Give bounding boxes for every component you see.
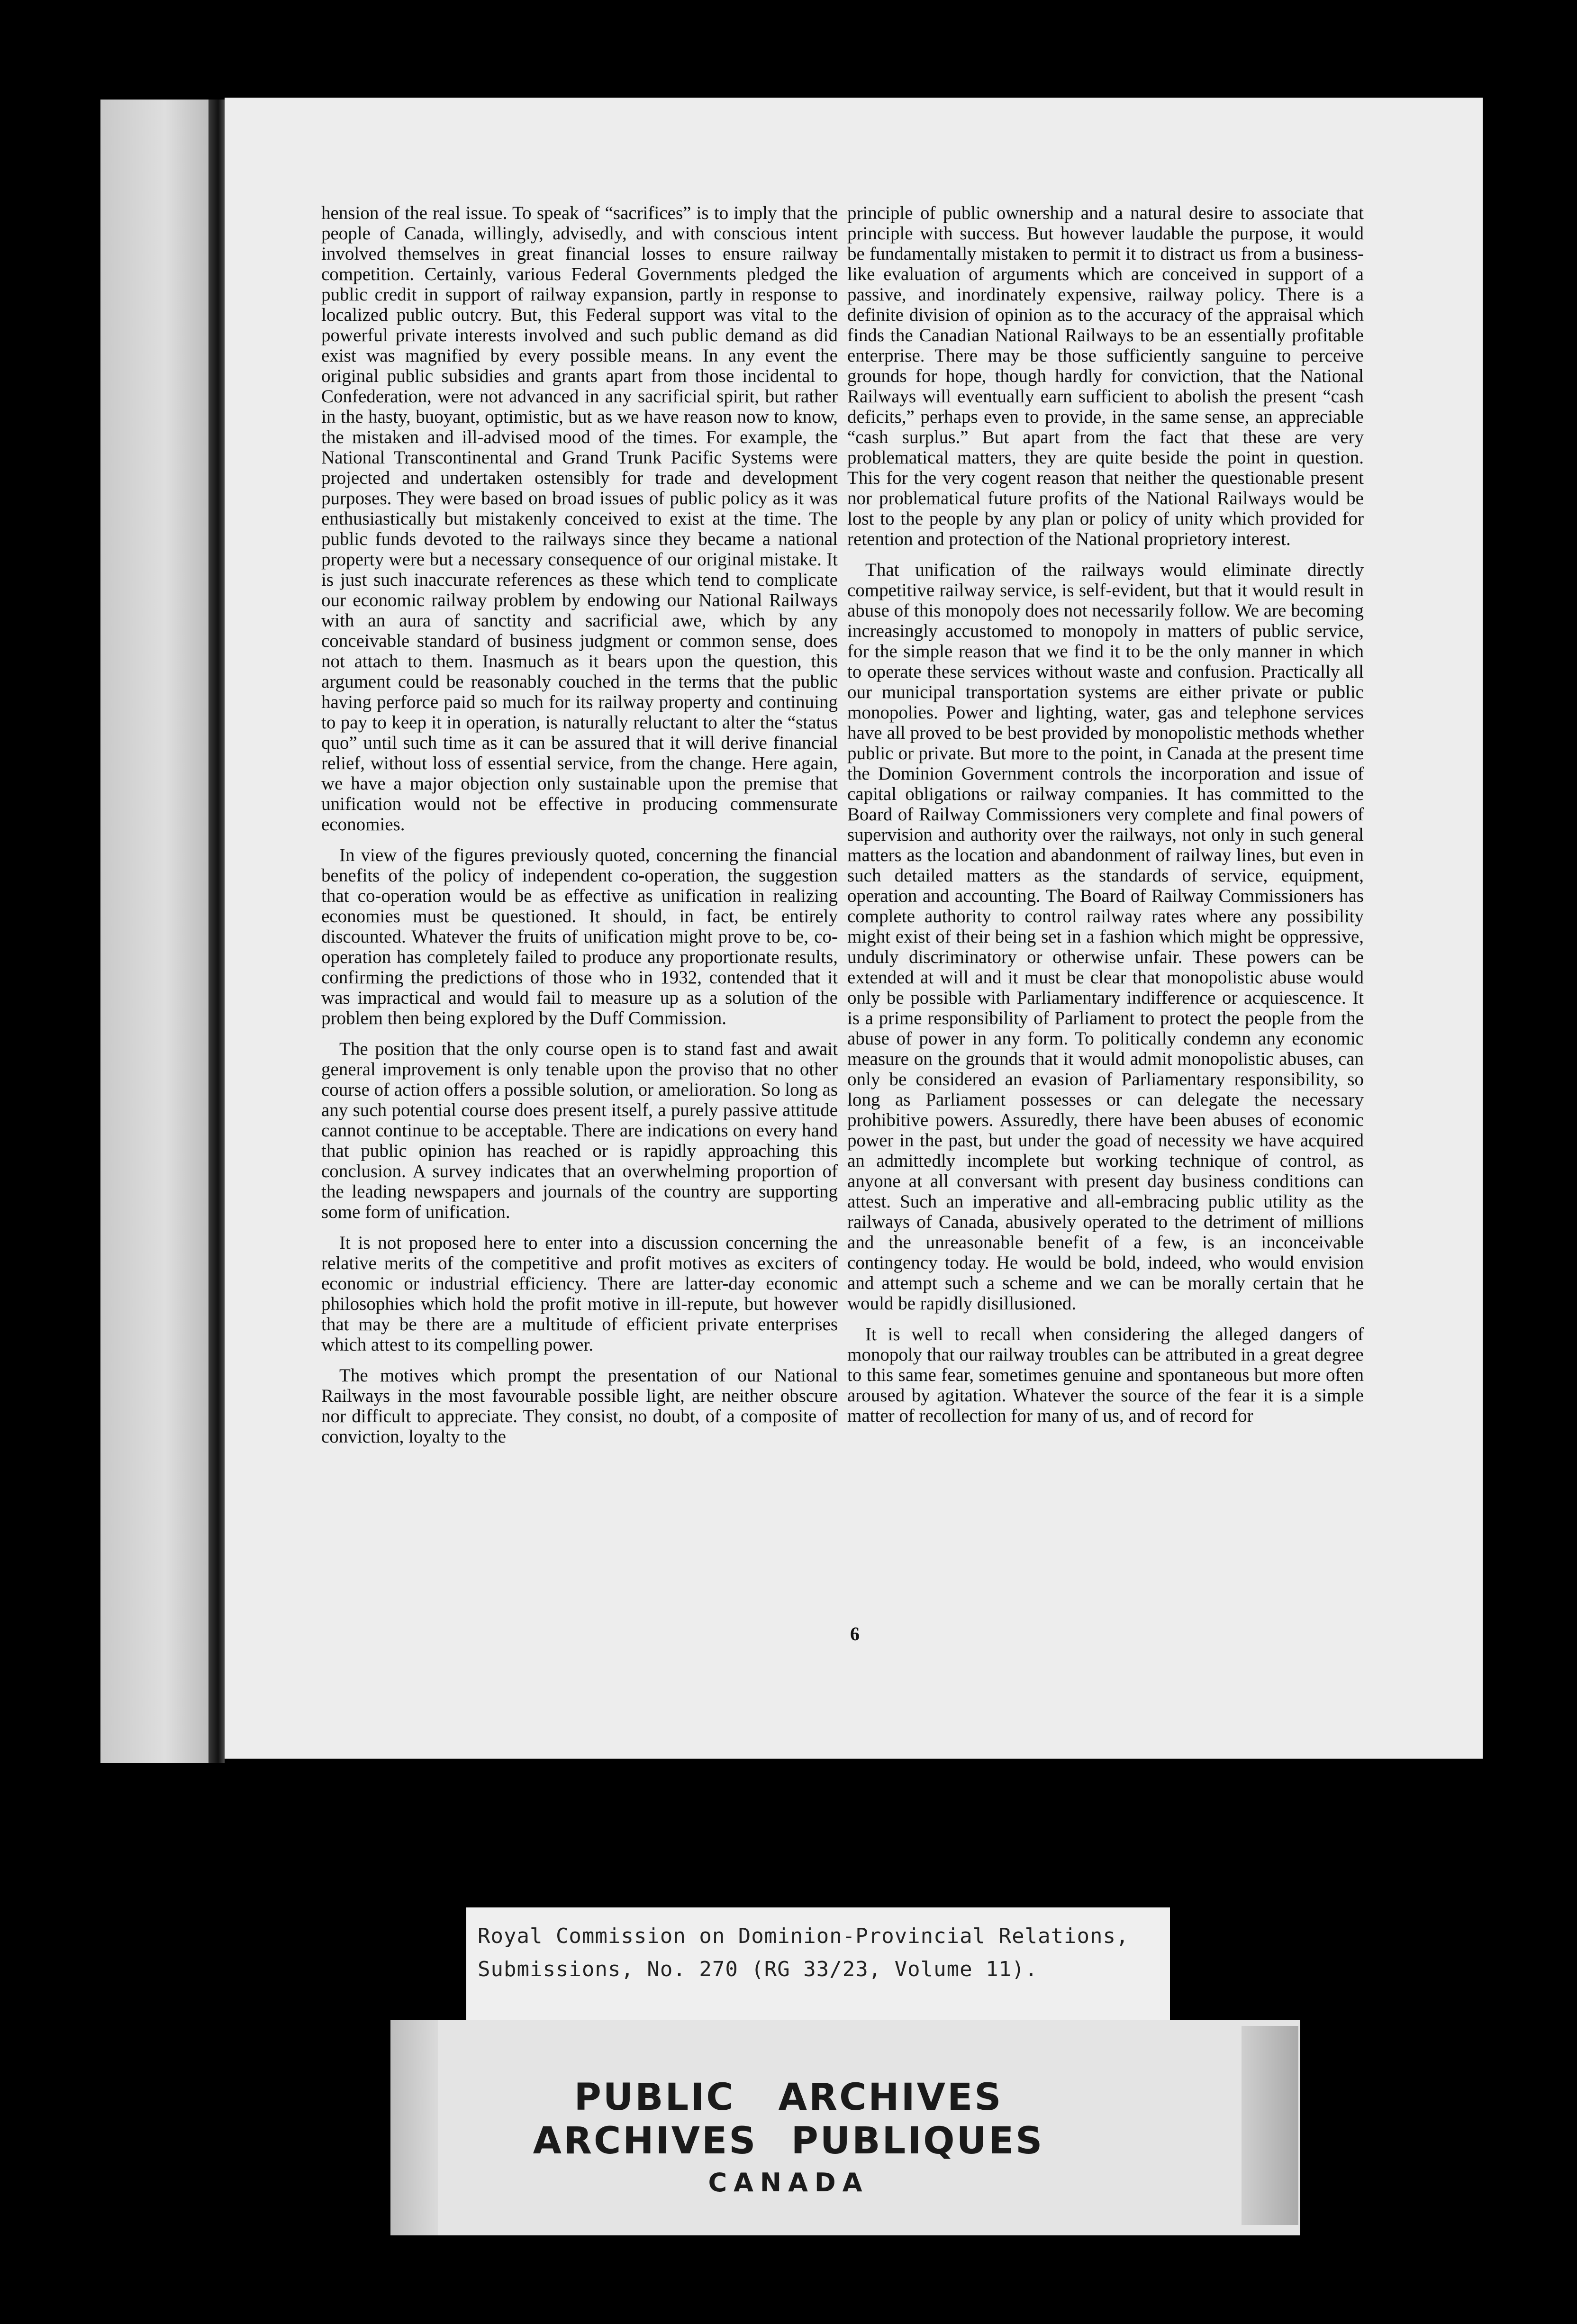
stamp-line-country: CANADA bbox=[708, 2168, 869, 2197]
paragraph: The position that the only course open is to stand fast and await general improvement is only tenable upon the proviso that no other course of action offers a possible solution, or amelioration. So long as any such potential course does present itself, a purely passive attitude cannot continue to be acceptable. There are indications on every hand that public opinion has reached or is rapidly approaching this conclusion. A survey indicates that an overwhelming proportion of the leading newspapers and journals of the country are supporting some form of unification. bbox=[321, 1039, 838, 1222]
document-page bbox=[225, 98, 1483, 1759]
stamp-line-english: PUBLIC ARCHIVES bbox=[574, 2076, 1003, 2119]
page-spine-shadow bbox=[208, 100, 225, 1763]
citation-line: Submissions, No. 270 (RG 33/23, Volume 11). bbox=[478, 1957, 1038, 1981]
microfilm-left-margin bbox=[100, 100, 208, 1763]
paragraph: hension of the real issue. To speak of “sacrifices” is to imply that the people of Canada, willingly, advisedly, and with conscious intent involved themselves in great financial losses to ensure railway competition. Certainly, various Federal Governments pledged the public credit in support of railway expansion, partly in response to localized public outcry. But, this Federal support was vital to the powerful private interests involved and such public demand as did exist was magnified by every possible means. In any event the original public subsidies and grants apart from those incidental to Confederation, were not advanced in any sacrificial spirit, but rather in the hasty, buoyant, optimistic, but as we have reason now to know, the mistaken and ill-advised mood of the times. For example, the National Transcontinental and Grand Trunk Pacific Systems were projected and undertaken ostensibly for trade and development purposes. They were based on broad issues of public policy as it was enthusiastically but mistakenly conceived to exist at the time. The public funds devoted to the railways since they became a national property were but a necessary consequence of our original mistake. It is just such inaccurate references as these which tend to complicate our economic railway problem by endowing our National Railways with an aura of sanctity and sacrificial awe, which by any conceivable standard of business judgment or common sense, does not attach to them. Inasmuch as it bears upon the question, this argument could be reasonably couched in the terms that the public having perforce paid so much for its railway property and continuing to pay to keep it in operation, is naturally reluctant to alter the “status quo” until such time as it can be assured that it will derive financial relief, without loss of essential service, from the change. Here again, we have a major objection only sustainable upon the premise that unification would not be effective in producing commensurate economies. bbox=[321, 203, 838, 835]
citation-line: Royal Commission on Dominion-Provincial Relations, bbox=[478, 1924, 1129, 1948]
paragraph: The motives which prompt the presentation of our National Railways in the most favourable possible light, are neither obscure nor difficult to appreciate. They consist, no doubt, of a composite of conviction, loyalty to the bbox=[321, 1365, 838, 1447]
archives-stamp bbox=[0, 2076, 1577, 2203]
left-text-column bbox=[321, 203, 838, 1457]
stamp-line-french: ARCHIVES PUBLIQUES bbox=[533, 2120, 1044, 2162]
paragraph: That unification of the railways would eliminate directly competitive railway service, is self-evident, but that it would result in abuse of this monopoly does not necessarily follow. We are becoming increasingly accustomed to monopoly in matters of public service, for the simple reason that we find it to be the only manner in which to operate these services without waste and confusion. Practically all our municipal transportation systems are either private or public monopolies. Power and lighting, water, gas and telephone services have all proved to be best provided by monopolistic methods whether public or private. But more to the point, in Canada at the present time the Dominion Government controls the incorporation and issue of capital obligations or railway companies. It has committed to the Board of Railway Commissioners very complete and final powers of supervision and authority over the railways, not only in such general matters as the location and abandonment of railway lines, but even in such detailed matters as the standards of service, equipment, operation and accounting. The Board of Railway Commissioners has complete authority to control railway rates where any possibility might exist of their being set in a fashion which might be oppressive, unduly discriminatory or otherwise unfair. These powers can be extended at will and it must be clear that monopolistic abuse would only be possible with Parliamentary indifference or acquiescence. It is a prime responsibility of Parliament to protect the people from the abuse of power in any form. To politically condemn any economic measure on the grounds that it would admit monopolistic abuses, can only be considered an evasion of Parliamentary responsibility, so long as Parliament possesses or can delegate the necessary prohibitive powers. Assuredly, there have been abuses of economic power in the past, but under the goad of necessity we have acquired an admittedly incomplete but working technique of control, as anyone at all conversant with present day business conditions can attest. Such an imperative and all-embracing public utility as the railways of Canada, abusively operated to the detriment of millions and the unreasonable benefit of a few, is an inconceivable contingency today. He would be bold, indeed, who would envision and attempt such a scheme and we can be morally certain that he would be rapidly disillusioned. bbox=[847, 560, 1364, 1314]
right-text-column bbox=[847, 203, 1364, 1436]
paragraph: In view of the figures previously quoted, concerning the financial benefits of the policy of independent co-operation, the suggestion that co-operation would be as effective as unification in realizing economies must be questioned. It should, in fact, be entirely discounted. Whatever the fruits of unification might prove to be, co-operation has completely failed to produce any proportionate results, confirming the predictions of those who in 1932, contended that it was impractical and would fail to measure up as a solution of the problem then being explored by the Duff Commission. bbox=[321, 845, 838, 1028]
archival-citation-label bbox=[466, 1907, 1170, 2024]
paragraph: It is well to recall when considering the alleged dangers of monopoly that our railway troubles can be attributed in a great degree to this same fear, sometimes genuine and spontaneous but more often aroused by agitation. Whatever the source of the fear it is a simple matter of recollection for many of us, and of record for bbox=[847, 1324, 1364, 1426]
paragraph: It is not proposed here to enter into a discussion concerning the relative merits of the competitive and profit motives as exciters of economic or industrial efficiency. There are latter-day economic philosophies which hold the profit motive in ill-repute, but however that may be there are a multitude of efficient private enterprises which attest to its compelling power. bbox=[321, 1233, 838, 1355]
paragraph: principle of public ownership and a natural desire to associate that principle with success. But however laudable the purpose, it would be fundamentally mistaken to permit it to distract us from a business-like evaluation of arguments which are conceived in support of a passive, and inordinately expensive, railway policy. There is a definite division of opinion as to the accuracy of the appraisal which finds the Canadian National Railways to be an essentially profitable enterprise. There may be those sufficiently sanguine to perceive grounds for hope, though hardly for conviction, that the National Railways will eventually earn sufficient to abolish the present “cash deficits,” perhaps even to provide, in the same sense, an appreciable “cash surplus.” But apart from the fact that these are very problematical matters, they are quite beside the point in question. This for the very cogent reason that neither the questionable present nor problematical future profits of the National Railways would be lost to the people by any plan or policy of unity which provided for retention and protection of the National proprietory interest. bbox=[847, 203, 1364, 549]
page-number: 6 bbox=[850, 1623, 860, 1644]
